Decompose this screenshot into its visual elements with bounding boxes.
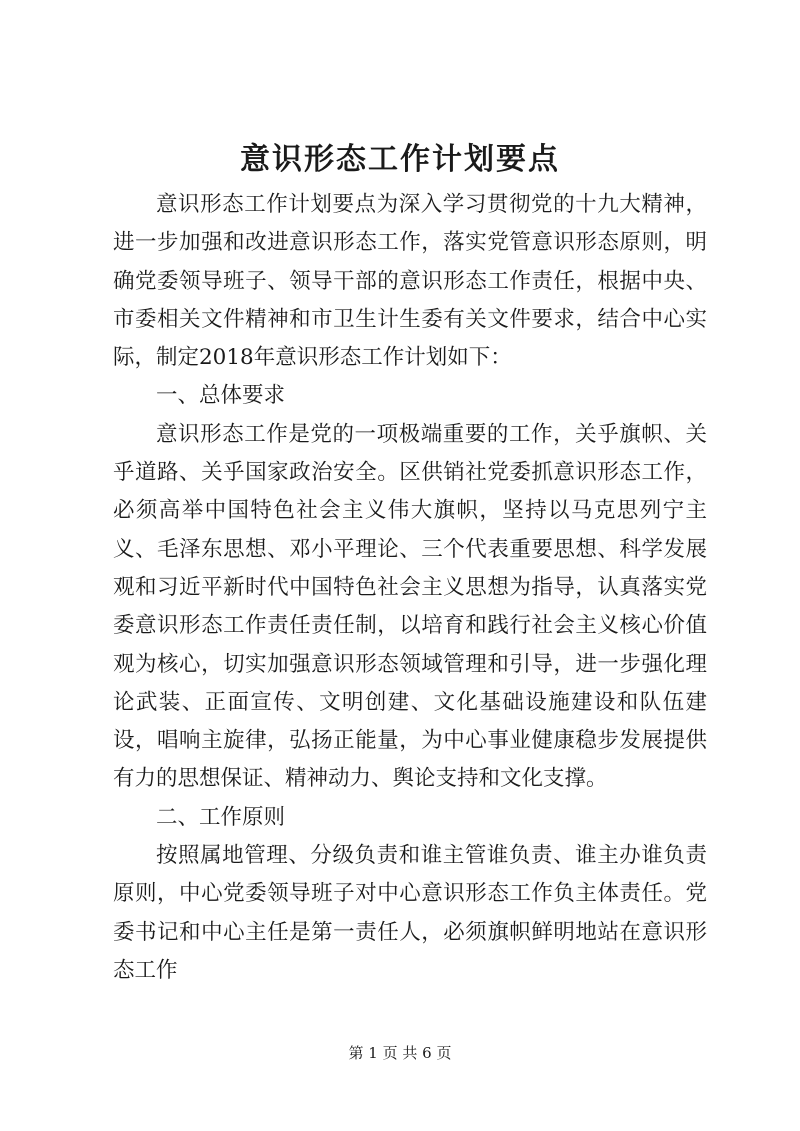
document-title: 意识形态工作计划要点 [240,142,560,177]
work-principles-paragraph: 按照属地管理、分级负责和谁主管谁负责、谁主办谁负责原则，中心党委领导班子对中心意识形态工作负主体责任。党委书记和中心主任是第一责任人，必须旗帜鲜明地站在意识形态工作 [113,843,707,983]
page-footer: 第 1 页 共 6 页 [348,1044,452,1062]
intro-paragraph: 意识形态工作计划要点为深入学习贯彻党的十九大精神，进一步加强和改进意识形态工作，落实党管意识形态原则，明确党委领导班子、领导干部的意识形态工作责任，根据中央、市委相关文件精神和市卫生计生委有关文件要求，结合中心实际，制定2018年意识形态工作计划如下： [113,192,707,371]
section-heading-work-principles: 二、工作原则 [156,804,286,830]
general-requirements-paragraph: 意识形态工作是党的一项极端重要的工作，关乎旗帜、关乎道路、关乎国家政治安全。区供销社党委抓意识形态工作，必须高举中国特色社会主义伟大旗帜，坚持以马克思列宁主义、毛泽东思想、邓小平理论、三个代表重要思想、科学发展观和习近平新时代中国特色社会主义思想为指导，认真落实党委意识形态工作责任责任制，以培育和践行社会主义核心价值观为核心，切实加强意识形态领域管理和引导，进一步强化理论武装、正面宣传、文明创建、文化基础设施建设和队伍建设，唱响主旋律，弘扬正能量，为中心事业健康稳步发展提供有力的思想保证、精神动力、舆论支持和文化支撑。 [113,421,707,792]
document-body [113,186,707,990]
section-heading-general-requirements: 一、总体要求 [156,383,286,409]
